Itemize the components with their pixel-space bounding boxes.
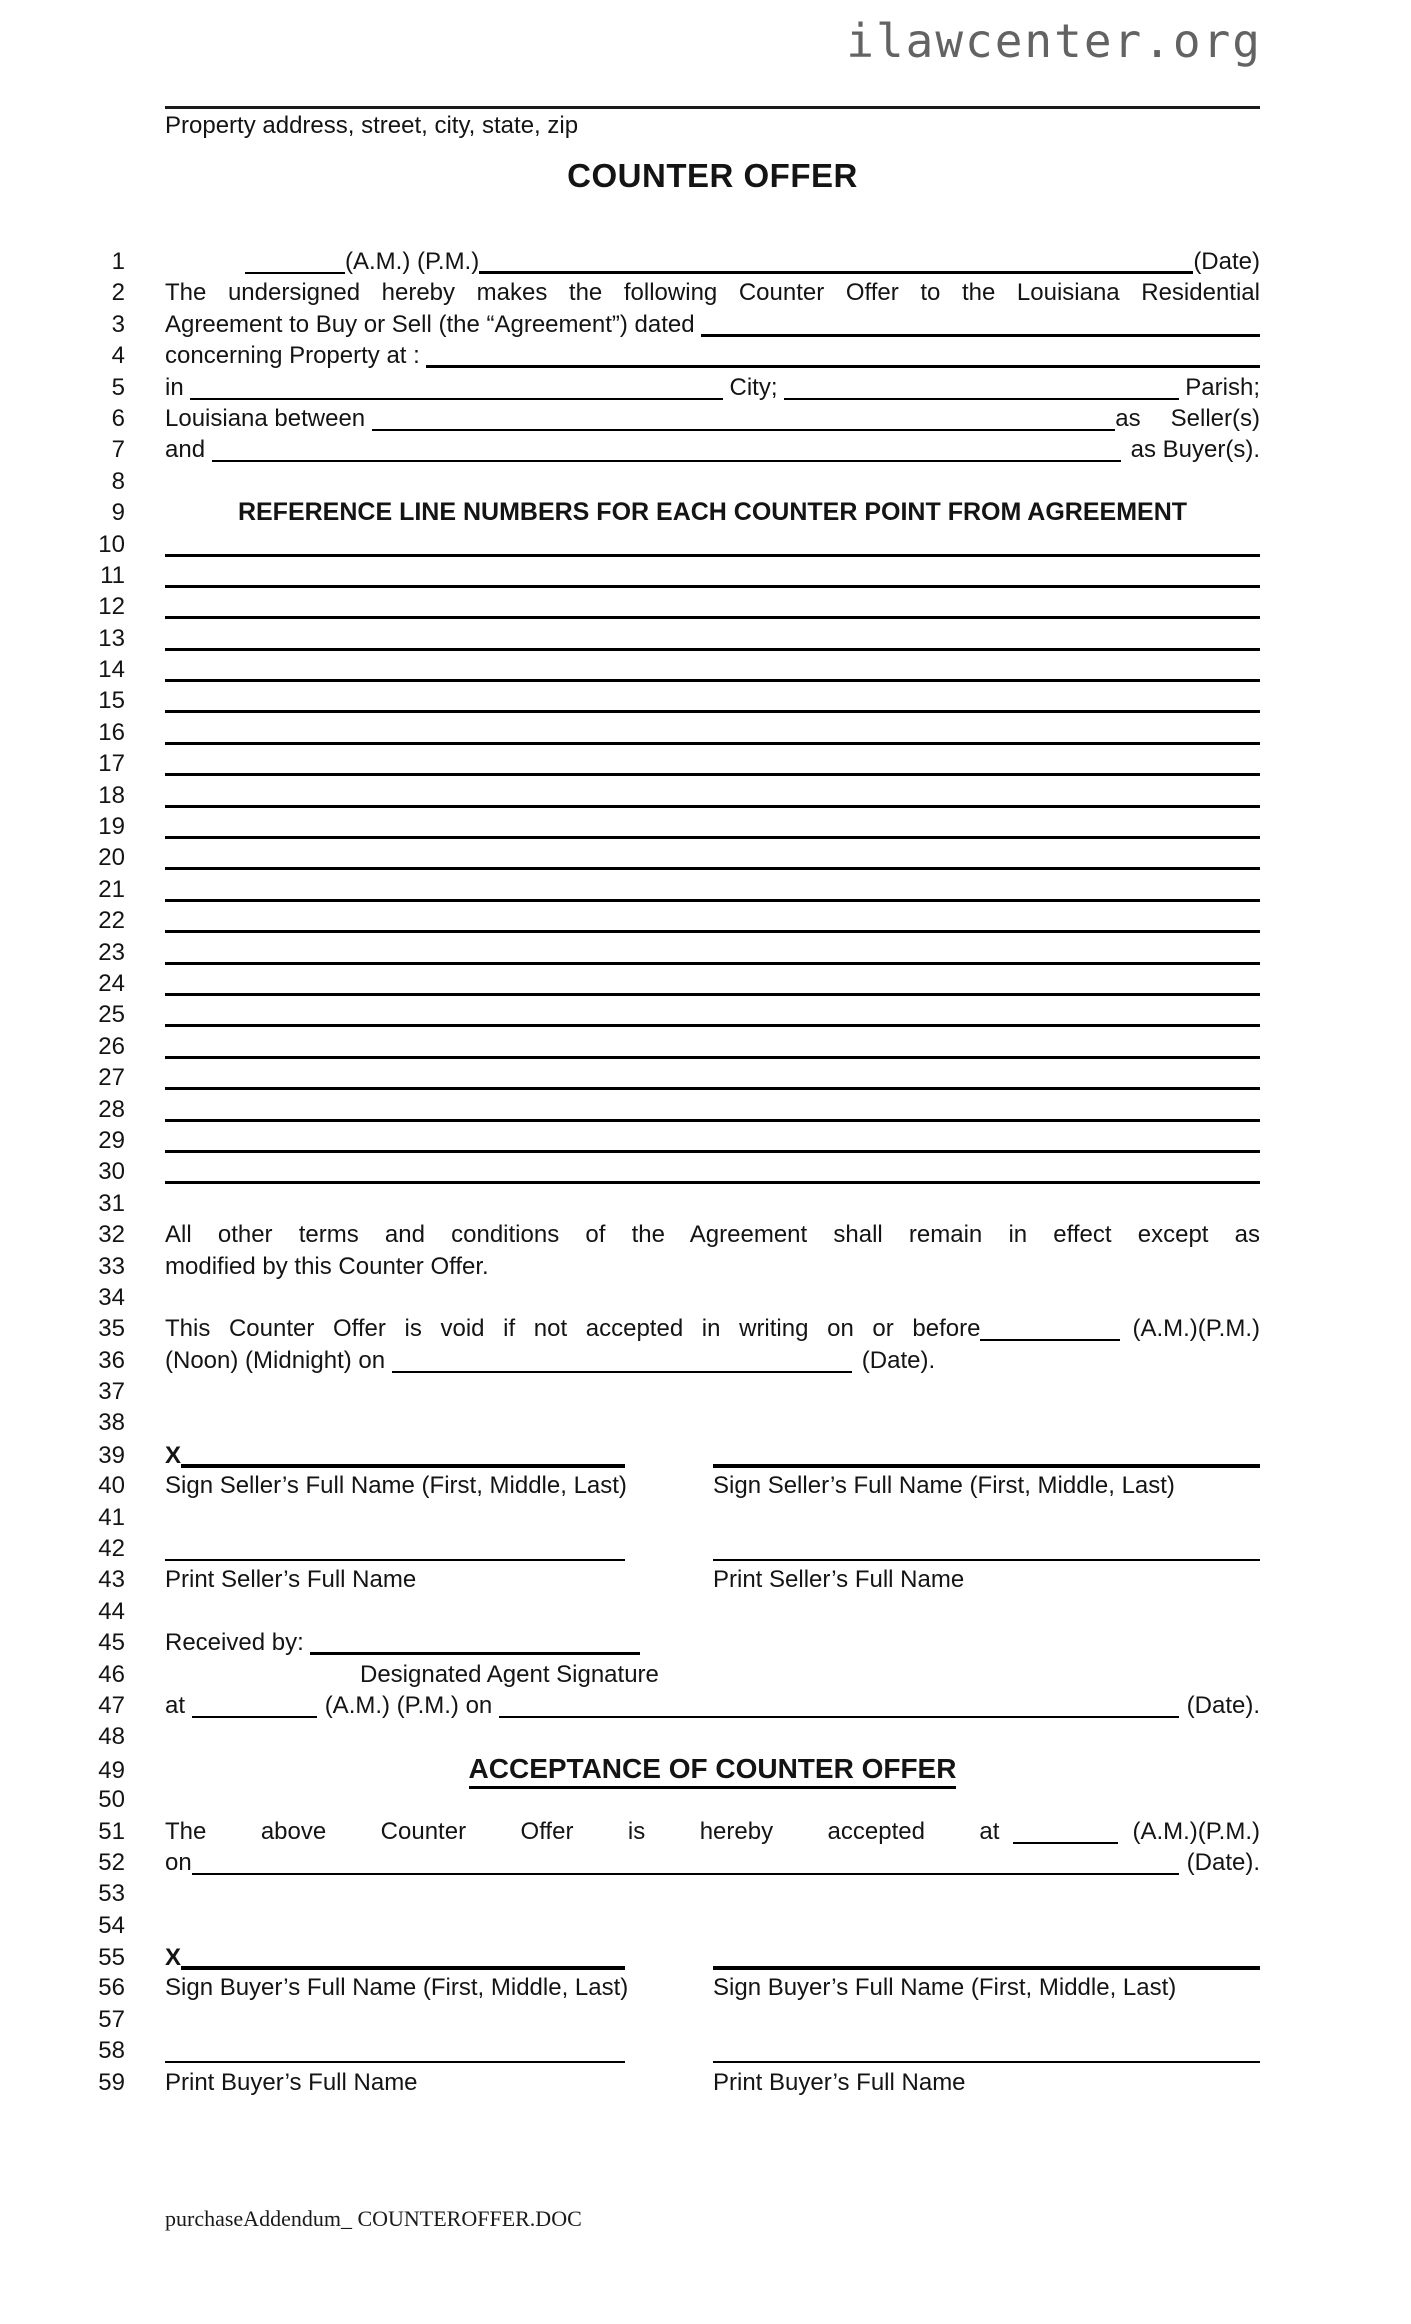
line-content: [165, 1031, 1260, 1054]
line-text: Sign Seller’s Full Name (First, Middle, Last): [713, 1472, 1175, 1500]
line-number: 12: [98, 593, 125, 621]
form-line-52: [0, 1847, 1260, 1878]
line-text: (A.M.) (P.M.): [345, 248, 480, 275]
form-line-42: [0, 1533, 1260, 1564]
line-content: [165, 905, 1260, 928]
line-text: on: [165, 1848, 192, 1876]
blank-line[interactable]: [165, 1161, 1260, 1184]
line-number: 50: [98, 1786, 125, 1814]
line-content: [165, 497, 1260, 528]
line-content: [165, 748, 1260, 771]
line-content: [165, 1125, 1260, 1148]
line-number: 1: [111, 248, 125, 275]
section-heading: ACCEPTANCE OF COUNTER OFFER: [469, 1753, 957, 1789]
blank-line[interactable]: [165, 816, 1260, 839]
form-line-4: [0, 340, 1260, 371]
form-line-18: [0, 780, 1260, 811]
line-number: 21: [98, 875, 125, 903]
line-number: 43: [98, 1566, 125, 1594]
line-number: 32: [98, 1221, 125, 1249]
blank-line[interactable]: [165, 753, 1260, 776]
blank-field[interactable]: [713, 1539, 1260, 1561]
line-number: 29: [98, 1126, 125, 1154]
blank-line[interactable]: [165, 659, 1260, 682]
line-number: 52: [98, 1848, 125, 1876]
line-content: [165, 874, 1260, 897]
header-rule: [165, 106, 1260, 109]
line-number: 2: [111, 279, 125, 307]
form-line-16: [0, 717, 1260, 748]
line-content: [165, 842, 1260, 865]
line-number: 27: [98, 1064, 125, 1092]
column: [165, 1972, 629, 2003]
line-content: [165, 1062, 1260, 1085]
blank-field[interactable]: [426, 345, 1260, 368]
form-line-19: [0, 811, 1260, 842]
line-number: 38: [98, 1409, 125, 1437]
line-text: modified by this Counter Offer.: [165, 1252, 489, 1280]
blank-field[interactable]: [713, 1946, 1260, 1970]
form-line-34: [0, 1282, 1260, 1313]
blank-line[interactable]: [165, 973, 1260, 996]
line-content: [165, 1219, 1260, 1250]
form-line-28: [0, 1094, 1260, 1125]
line-content: [165, 1094, 1260, 1117]
line-content: [165, 560, 1260, 583]
form-line-54: [0, 1910, 1260, 1941]
line-content: [165, 1847, 1260, 1878]
line-text: and: [165, 436, 212, 464]
form-line-49: [0, 1753, 1260, 1784]
line-content: [165, 1251, 1260, 1282]
line-number: 20: [98, 844, 125, 872]
form-line-32: [0, 1219, 1260, 1250]
blank-line[interactable]: [165, 628, 1260, 651]
form-line-36: [0, 1345, 1260, 1376]
form-line-53: [0, 1878, 1260, 1909]
form-line-25: [0, 999, 1260, 1030]
form-lines: [0, 246, 1260, 2098]
line-content: [165, 1156, 1260, 1179]
line-number: 45: [98, 1629, 125, 1657]
blank-field[interactable]: [181, 1444, 625, 1468]
form-line-29: [0, 1125, 1260, 1156]
line-content: [165, 403, 1260, 434]
line-text: X: [165, 1944, 182, 1972]
column: [713, 1439, 1260, 1463]
line-number: 59: [98, 2068, 125, 2096]
line-text: Print Seller’s Full Name: [713, 1566, 965, 1594]
line-number: 5: [111, 373, 125, 401]
line-text: as Buyer(s).: [1130, 436, 1260, 464]
line-content: [165, 937, 1260, 960]
line-number: 8: [111, 467, 125, 495]
line-number: 40: [98, 1472, 125, 1500]
spacer: [165, 1681, 360, 1682]
line-text: (Noon) (Midnight) on: [165, 1346, 392, 1374]
line-content: [165, 717, 1260, 740]
blank-field[interactable]: [499, 1696, 1179, 1718]
line-content: [165, 968, 1260, 991]
line-text: concerning Property at :: [165, 342, 427, 370]
line-text: at: [165, 1691, 192, 1719]
line-content: [165, 1941, 1260, 1973]
line-content: [165, 591, 1260, 614]
form-line-48: [0, 1721, 1260, 1752]
site-logo: ilawcenter.org: [846, 14, 1262, 68]
line-content: [165, 623, 1260, 646]
form-line-24: [0, 968, 1260, 999]
line-text: (Date).: [1186, 1848, 1260, 1876]
line-text: Print Buyer’s Full Name: [165, 2068, 418, 2096]
form-line-27: [0, 1062, 1260, 1093]
line-content: [165, 1972, 1260, 2003]
form-line-17: [0, 748, 1260, 779]
line-text: Sign Buyer’s Full Name (First, Middle, Last): [165, 1974, 629, 2002]
line-number: 10: [98, 530, 125, 558]
form-line-22: [0, 905, 1260, 936]
line-number: 25: [98, 1001, 125, 1029]
line-number: 56: [98, 1974, 125, 2002]
line-content: [165, 434, 1260, 465]
column: [713, 1564, 1260, 1595]
line-text: All other terms and conditions of the Agreement shall remain in effect except as: [165, 1221, 1260, 1249]
form-line-58: [0, 2035, 1260, 2066]
form-line-44: [0, 1596, 1260, 1627]
line-number: 17: [98, 750, 125, 778]
line-number: 24: [98, 969, 125, 997]
form-line-11: [0, 560, 1260, 591]
line-text: Sign Seller’s Full Name (First, Middle, Last): [165, 1472, 627, 1500]
line-number: 33: [98, 1252, 125, 1280]
blank-field[interactable]: [1013, 1822, 1118, 1844]
blank-line[interactable]: [165, 1004, 1260, 1027]
spacer: [1179, 1869, 1187, 1870]
column: [713, 1534, 1260, 1556]
line-number: 54: [98, 1911, 125, 1939]
line-content: [165, 309, 1260, 340]
form-line-23: [0, 937, 1260, 968]
blank-line[interactable]: [165, 1130, 1260, 1153]
line-text: Sign Buyer’s Full Name (First, Middle, Last): [713, 1974, 1177, 2002]
form-line-15: [0, 685, 1260, 716]
line-number: 41: [98, 1503, 125, 1531]
form-line-51: [0, 1816, 1260, 1847]
column: [165, 1439, 625, 1471]
blank-line[interactable]: [165, 722, 1260, 745]
spacer: [317, 1712, 325, 1713]
line-number: 48: [98, 1723, 125, 1751]
line-number: 11: [100, 561, 125, 589]
line-number: 3: [111, 310, 125, 338]
document-title: COUNTER OFFER: [567, 157, 858, 194]
spacer: [1120, 1335, 1132, 1336]
line-number: 18: [98, 781, 125, 809]
line-content: [165, 1439, 1260, 1471]
line-number: 51: [98, 1817, 125, 1845]
line-number: 30: [98, 1158, 125, 1186]
blank-field[interactable]: [165, 2041, 625, 2063]
section-heading: REFERENCE LINE NUMBERS FOR EACH COUNTER POINT FROM AGREEMENT: [237, 498, 1188, 527]
blank-field[interactable]: [190, 378, 722, 400]
line-number: 37: [98, 1378, 125, 1406]
line-number: 49: [98, 1756, 125, 1784]
line-content: [165, 1816, 1260, 1847]
form-line-30: [0, 1156, 1260, 1187]
blank-field[interactable]: [784, 378, 1178, 400]
blank-field[interactable]: [701, 314, 1260, 337]
column: [165, 2036, 625, 2058]
column: [165, 1941, 625, 1973]
blank-field[interactable]: [212, 440, 1121, 462]
blank-line[interactable]: [165, 879, 1260, 902]
blank-line[interactable]: [165, 565, 1260, 588]
line-text: Print Seller’s Full Name: [165, 1566, 417, 1594]
line-number: 42: [98, 1535, 125, 1563]
line-number: 14: [98, 656, 125, 684]
line-content: [165, 654, 1260, 677]
line-number: 58: [98, 2037, 125, 2065]
blank-field[interactable]: [310, 1632, 640, 1655]
form-line-56: [0, 1972, 1260, 2003]
blank-line[interactable]: [165, 1067, 1260, 1090]
spacer: [1121, 456, 1131, 457]
line-text: (A.M.) (P.M.) on: [324, 1691, 499, 1719]
blank-line[interactable]: [165, 910, 1260, 933]
line-content: [165, 811, 1260, 834]
line-text: Agreement to Buy or Sell (the “Agreement”) dated: [165, 310, 702, 338]
line-content: [165, 1753, 1260, 1789]
line-number: 35: [98, 1315, 125, 1343]
line-number: 44: [98, 1597, 125, 1625]
line-text: (Date).: [861, 1346, 936, 1374]
blank-field[interactable]: [165, 1539, 625, 1561]
column: [165, 1564, 625, 1595]
line-number: 39: [98, 1441, 125, 1469]
form-line-1: [0, 246, 1260, 277]
line-text: (A.M.)(P.M.): [1132, 1315, 1260, 1343]
blank-field[interactable]: [181, 1946, 625, 1970]
line-text: Designated Agent Signature: [360, 1660, 659, 1688]
line-text: The above Counter Offer is hereby accepted at: [165, 1817, 1000, 1845]
line-number: 31: [98, 1189, 125, 1217]
blank-line[interactable]: [165, 847, 1260, 870]
blank-field[interactable]: [192, 1696, 317, 1718]
line-content: [165, 277, 1260, 308]
column: [165, 1470, 625, 1501]
form-line-43: [0, 1564, 1260, 1595]
line-content: [165, 1564, 1260, 1595]
line-number: 55: [98, 1944, 125, 1972]
form-line-7: [0, 434, 1260, 465]
line-text: City;: [722, 373, 785, 401]
column: [713, 1972, 1260, 2003]
form-line-41: [0, 1502, 1260, 1533]
line-text: Print Buyer’s Full Name: [713, 2068, 966, 2096]
line-content: [165, 2036, 1260, 2058]
spacer: [852, 1367, 862, 1368]
form-line-37: [0, 1376, 1260, 1407]
form-line-46: [0, 1659, 1260, 1690]
blank-field[interactable]: [713, 2041, 1260, 2063]
form-line-20: [0, 842, 1260, 873]
line-number: 26: [98, 1032, 125, 1060]
form-line-55: [0, 1941, 1260, 1972]
line-text: in: [165, 373, 191, 401]
line-text: (Date).: [1186, 1691, 1260, 1719]
blank-line[interactable]: [165, 785, 1260, 808]
form-line-3: [0, 309, 1260, 340]
form-line-8: [0, 466, 1260, 497]
form-line-26: [0, 1031, 1260, 1062]
column: [713, 1470, 1260, 1501]
line-content: [165, 372, 1260, 403]
line-number: 34: [98, 1283, 125, 1311]
line-number: 16: [98, 718, 125, 746]
line-content: [165, 999, 1260, 1022]
line-number: 7: [111, 436, 125, 464]
blank-line[interactable]: [165, 596, 1260, 619]
line-text: This Counter Offer is void if not accepted in writing on or before: [165, 1315, 981, 1343]
line-text: Received by:: [165, 1629, 311, 1657]
blank-field[interactable]: [713, 1444, 1260, 1468]
line-content: [165, 1659, 1260, 1690]
form-line-9: [0, 497, 1260, 528]
line-number: 28: [98, 1095, 125, 1123]
blank-field[interactable]: [980, 1319, 1120, 1341]
line-number: 47: [98, 1691, 125, 1719]
line-number: 15: [98, 687, 125, 715]
spacer: [1141, 425, 1171, 426]
form-line-2: [0, 277, 1260, 308]
line-content: [165, 529, 1260, 552]
form-line-40: [0, 1470, 1260, 1501]
blank-field[interactable]: [245, 252, 345, 274]
form-line-14: [0, 654, 1260, 685]
form-line-31: [0, 1188, 1260, 1219]
blank-line[interactable]: [165, 534, 1260, 557]
form-line-35: [0, 1313, 1260, 1344]
line-text: (Date): [1193, 248, 1260, 275]
line-number: 13: [98, 624, 125, 652]
line-text: as: [1115, 404, 1141, 432]
line-text: The undersigned hereby makes the following Counter Offer to the Louisiana Residential: [165, 279, 1260, 307]
form-line-6: [0, 403, 1260, 434]
form-line-13: [0, 623, 1260, 654]
column: [165, 1534, 625, 1556]
line-content: [165, 685, 1260, 708]
blank-field[interactable]: [192, 1853, 1179, 1875]
column: [165, 2067, 625, 2098]
line-text: Louisiana between: [165, 404, 372, 432]
line-number: 9: [111, 499, 125, 527]
column: [713, 2036, 1260, 2058]
form-line-47: [0, 1690, 1260, 1721]
blank-line[interactable]: [165, 1099, 1260, 1122]
form-line-33: [0, 1251, 1260, 1282]
line-content: [165, 1313, 1260, 1344]
line-content: [165, 1534, 1260, 1556]
line-number: 23: [98, 938, 125, 966]
line-content: [165, 246, 1260, 277]
line-content: [165, 1690, 1260, 1721]
form-line-39: [0, 1439, 1260, 1470]
form-line-12: [0, 591, 1260, 622]
line-number: 22: [98, 907, 125, 935]
spacer: [1179, 1712, 1187, 1713]
form-line-10: [0, 529, 1260, 560]
line-content: [165, 1345, 1260, 1376]
form-line-5: [0, 372, 1260, 403]
form-line-38: [0, 1407, 1260, 1438]
document-filename: purchaseAddendum_ COUNTEROFFER.DOC: [165, 2206, 582, 2231]
blank-field[interactable]: [372, 409, 1115, 431]
spacer: [999, 1838, 1013, 1839]
blank-line[interactable]: [165, 1036, 1260, 1059]
form-line-21: [0, 874, 1260, 905]
blank-line[interactable]: [165, 942, 1260, 965]
property-address-label: Property address, street, city, state, zip: [165, 112, 579, 139]
form-line-57: [0, 2004, 1260, 2035]
form-line-45: [0, 1627, 1260, 1658]
line-number: 4: [111, 342, 125, 370]
line-number: 46: [98, 1660, 125, 1688]
line-content: [165, 2067, 1260, 2098]
line-text: X: [165, 1441, 182, 1469]
column: [713, 1941, 1260, 1965]
line-number: 36: [98, 1346, 125, 1374]
line-number: 19: [98, 813, 125, 841]
line-text: Parish;: [1178, 373, 1260, 401]
line-content: [165, 780, 1260, 803]
blank-field[interactable]: [479, 251, 1193, 274]
line-content: [165, 1470, 1260, 1501]
spacer: [165, 268, 245, 269]
blank-line[interactable]: [165, 690, 1260, 713]
spacer: [1118, 1838, 1132, 1839]
line-text: (A.M.)(P.M.): [1132, 1817, 1260, 1845]
line-content: [165, 340, 1260, 371]
line-number: 53: [98, 1880, 125, 1908]
line-number: 57: [98, 2005, 125, 2033]
blank-field[interactable]: [392, 1351, 852, 1373]
form-line-59: [0, 2067, 1260, 2098]
line-content: [165, 1627, 1260, 1658]
line-text: Seller(s): [1170, 404, 1260, 432]
column: [713, 2067, 1260, 2098]
line-number: 6: [111, 404, 125, 432]
